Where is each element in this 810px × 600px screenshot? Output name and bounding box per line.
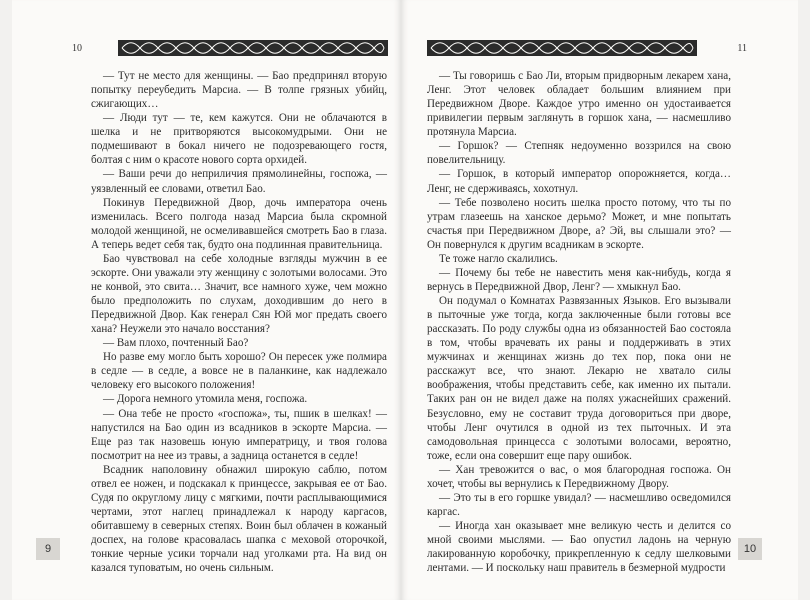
paragraph: — Горшок, в который император опорожняется, когда… Ленг, не сдерживаясь, хохотнул. xyxy=(427,168,731,195)
paragraph: Он подумал о Комнатах Развязанных Языков. Его вызывали в пыточные уже тогда, когда заключенные были готовы все рассказать. По роду службы одна из обязанностей Бао состояла в том, чтобы врачевать их раны и поддерживать в этих мужчинах и женщинах жизнь до тех пор, пока они не расскажут все, что знают. Лекарю не хватало силы воображения, чтобы представить себе, как именно их пытали. Таких ран он не видел даже на полях ужаснейших сражений. Безусловно, ему не составит труда договориться при дворе, чтобы Ленг очутился в одной из тех пыточных. И эта самодовольная принцесса с золотыми волосами, вероятно, тоже, если она совершит еще пару ошибок. xyxy=(427,295,731,462)
left-folio-badge: 9 xyxy=(36,538,60,560)
paragraph: — Ты говоришь с Бао Ли, вторым придворным лекарем хана, Ленг. Этот человек обладает большим влиянием при Передвижном Дворе. Каждое утро именно он удостаивается привилегии первым заглянуть в горшок хана, — насмешливо протянула Марсиа. xyxy=(427,70,731,139)
right-page-number: 11 xyxy=(737,43,747,54)
left-ornament-band xyxy=(118,40,388,56)
paragraph: — Вам плохо, почтенный Бао? xyxy=(103,337,249,350)
left-page-header xyxy=(70,40,390,56)
right-page-header xyxy=(427,40,747,56)
paragraph: Но разве ему могло быть хорошо? Он пересек уже полмира в седле — в седле, а вовсе не в паланкине, как надлежало человеку его высокого положения! xyxy=(91,351,387,392)
paragraph: — Иногда хан оказывает мне великую честь и делится со мной своими мыслями. — Бао опустил ладонь на черную лакированную коробочку, прикрепленную к седлу шелковыми лентами. — И поскольку наш правитель в безмерной мудрости xyxy=(427,520,731,575)
paragraph: — Тут не место для женщины. — Бао предпринял вторую попытку переубедить Марсиа. — В толпе грязных убийц, сжигающих… xyxy=(91,70,387,111)
paragraph: — Дорога немного утомила меня, госпожа. xyxy=(103,393,308,406)
paragraph: — Почему бы тебе не навестить меня как-нибудь, когда я вернусь в Передвижной Двор, Ленг? — хмыкнул Бао. xyxy=(427,266,731,293)
paragraph: — Она тебе не просто «госпожа», ты, пшик в шелках! — напустился на Бао один из всадников в эскорте Марсиа. — Еще раз так назовешь юную императрицу, и твоя голова посмотрит на нее из травы, а задница останется в седле! xyxy=(91,407,387,462)
paragraph: — Хан тревожится о вас, о моя благородная госпожа. Он хочет, чтобы вы вернулись к Передвижному Двору. xyxy=(427,463,731,490)
right-folio-badge: 10 xyxy=(738,538,762,560)
paragraph: — Это ты в его горшке увидал? — насмешливо осведомился каргас. xyxy=(427,491,731,518)
left-page-body xyxy=(91,69,387,575)
left-page xyxy=(12,0,401,600)
paragraph: Всадник наполовину обнажил широкую саблю, потом отвел ее ножен, и подскакал к принцессе, закрывая ее от Бао. Судя по округлому лицу с мягкими, почти расплывающимися чертами, этот наглец принадлежал к народу каргасов, обитавшему в северных степях. Воин был облачен в кожаный доспех, на голове красовалась шапка с меховой оторочкой, тонкие черные усики торчали над уголками рта. На вид он казался туповатым, но очень сильным. xyxy=(91,463,387,575)
paragraph: — Люди тут — те, кем кажутся. Они не облачаются в шелка и не притворяются высокомудрыми. Они не подмешивают в бокал ничего не подозревающего гостя, болтая с ним о красоте нового сорта орхидей. xyxy=(91,112,387,167)
paragraph: — Тебе позволено носить шелка просто потому, что ты по утрам глазеешь на ханское дерьмо? Может, и мне попытать счастья при Передвижном Дворе, а? Эй, вы слышали это? — Он повернулся к другим всадникам в эскорте. xyxy=(427,196,731,251)
right-ornament-band xyxy=(427,40,697,56)
paragraph: Те тоже нагло скалились. xyxy=(439,252,558,265)
paragraph: Покинув Передвижной Двор, дочь императора очень изменилась. Всего полгода назад Марсиа была скромной молодой женщиной, не осмеливавшейся смотреть Бао в глаза. А теперь ведет себя так, будто она подлинная правительница. xyxy=(91,196,387,251)
right-page-body xyxy=(427,69,731,575)
left-page-number: 10 xyxy=(72,43,82,54)
paragraph: — Горшок? — Степняк недоуменно воззрился на свою повелительницу. xyxy=(427,140,731,167)
paragraph: Бао чувствовал на себе холодные взгляды мужчин в ее эскорте. Они уважали эту женщину с золотыми волосами. Это не конвой, это свита… Значит, все намного хуже, чем можно было предположить по слухам, доходившим до него в Передвижной Двор. Как генерал Сян Юй мог предать своего хана? Неужели это начало восстания? xyxy=(91,252,387,336)
paragraph: — Ваши речи до неприличия прямолинейны, госпожа, — уязвленный ее словами, ответил Бао. xyxy=(91,168,387,195)
right-page xyxy=(401,0,798,600)
